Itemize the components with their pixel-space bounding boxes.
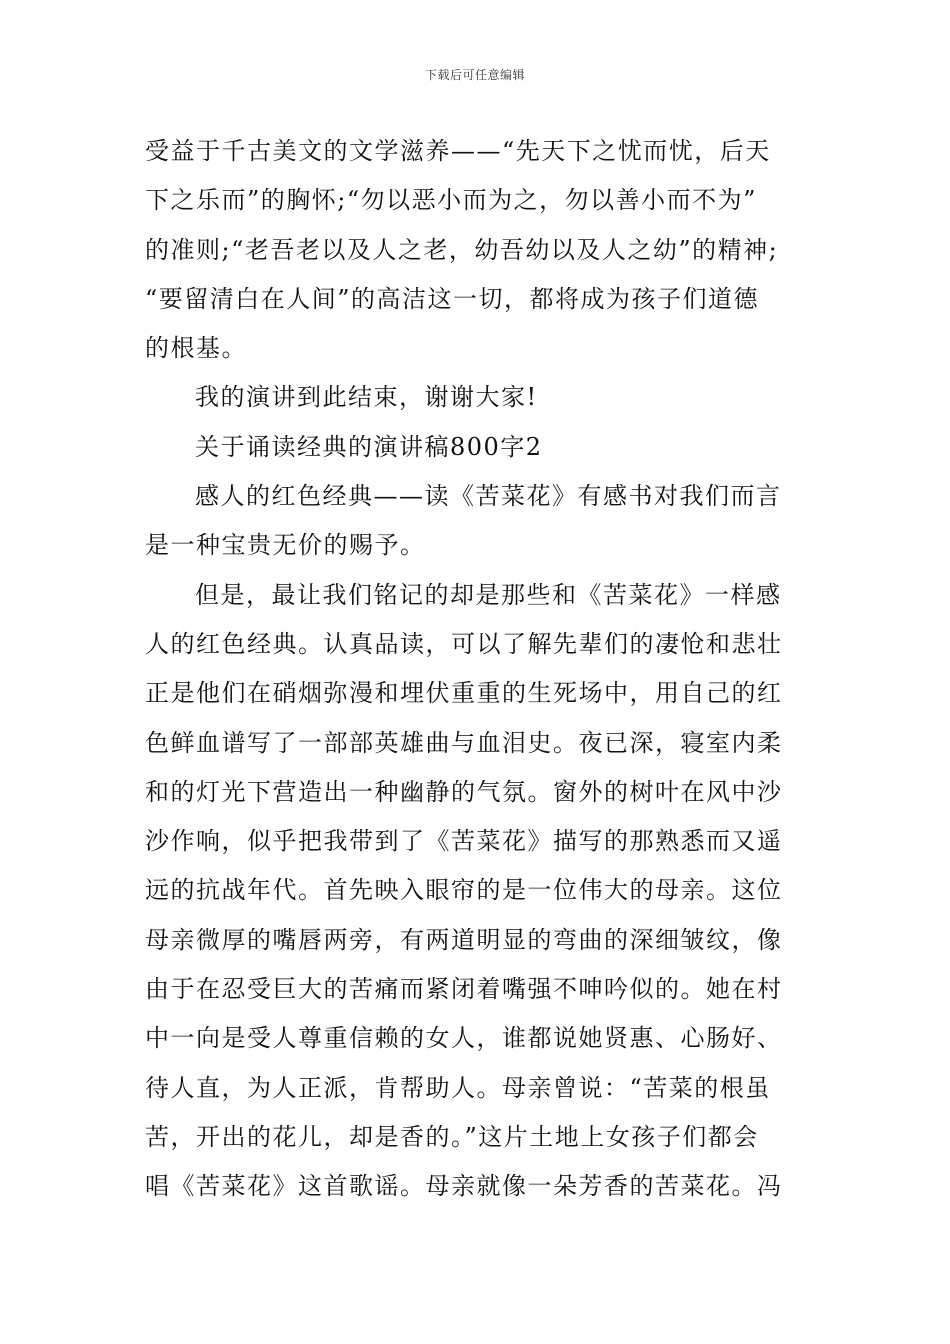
text-line: “要留清白在人间”的高洁这一切，都将成为孩子们道德 — [145, 284, 760, 313]
text-line: 是一种宝贵无价的赐予。 — [145, 531, 426, 560]
text-line: 母亲微厚的嘴唇两旁，有两道明显的弯曲的深细皱纹，像 — [145, 925, 783, 954]
text-line: 但是，最让我们铭记的却是那些和《苦菜花》一样感 — [195, 580, 782, 609]
text-line: 受益于千古美文的文学滋养——“先天下之忧而忧，后天 — [145, 137, 771, 165]
text-line: 苦，开出的花儿，却是香的。”这片土地上女孩子们都会 — [145, 1122, 759, 1151]
section-heading: 关于诵读经典的演讲稿800字2 — [195, 432, 543, 461]
text-line: 的准则;“老吾老以及人之老，幼吾幼以及人之幼”的精神; — [145, 235, 779, 264]
text-line: 感人的红色经典——读《苦菜花》有感书对我们而言 — [195, 482, 782, 511]
text-line: 和的灯光下营造出一种幽静的气氛。窗外的树叶在风中沙 — [145, 777, 783, 806]
text-line: 色鲜血谱写了一部部英雄曲与血泪史。夜已深，寝室内柔 — [145, 728, 783, 757]
text-line: 待人直，为人正派，肯帮助人。母亲曾说：“苦菜的根虽 — [145, 1073, 771, 1102]
text-line: 由于在忍受巨大的苦痛而紧闭着嘴强不呻吟似的。她在村 — [145, 975, 783, 1004]
text-line: 我的演讲到此结束，谢谢大家! — [195, 383, 538, 412]
text-line: 的根基。 — [145, 334, 247, 363]
text-line: 中一向是受人尊重信赖的女人，谁都说她贤惠、心肠好、 — [145, 1024, 783, 1053]
page-header: 下载后可任意编辑 — [424, 68, 525, 82]
text-line: 远的抗战年代。首先映入眼帘的是一位伟大的母亲。这位 — [145, 876, 783, 905]
text-line: 人的红色经典。认真品读，可以了解先辈们的凄怆和悲壮 — [145, 629, 783, 658]
text-line: 唱《苦菜花》这首歌谣。母亲就像一朵芳香的苦菜花。冯 — [145, 1172, 783, 1201]
document-body — [145, 127, 815, 1212]
text-line: 正是他们在硝烟弥漫和埋伏重重的生死场中，用自己的红 — [145, 679, 783, 708]
text-line: 下之乐而”的胸怀;“勿以恶小而为之，勿以善小而不为” — [145, 186, 757, 215]
text-line: 沙作响，似乎把我带到了《苦菜花》描写的那熟悉而又遥 — [145, 827, 783, 856]
